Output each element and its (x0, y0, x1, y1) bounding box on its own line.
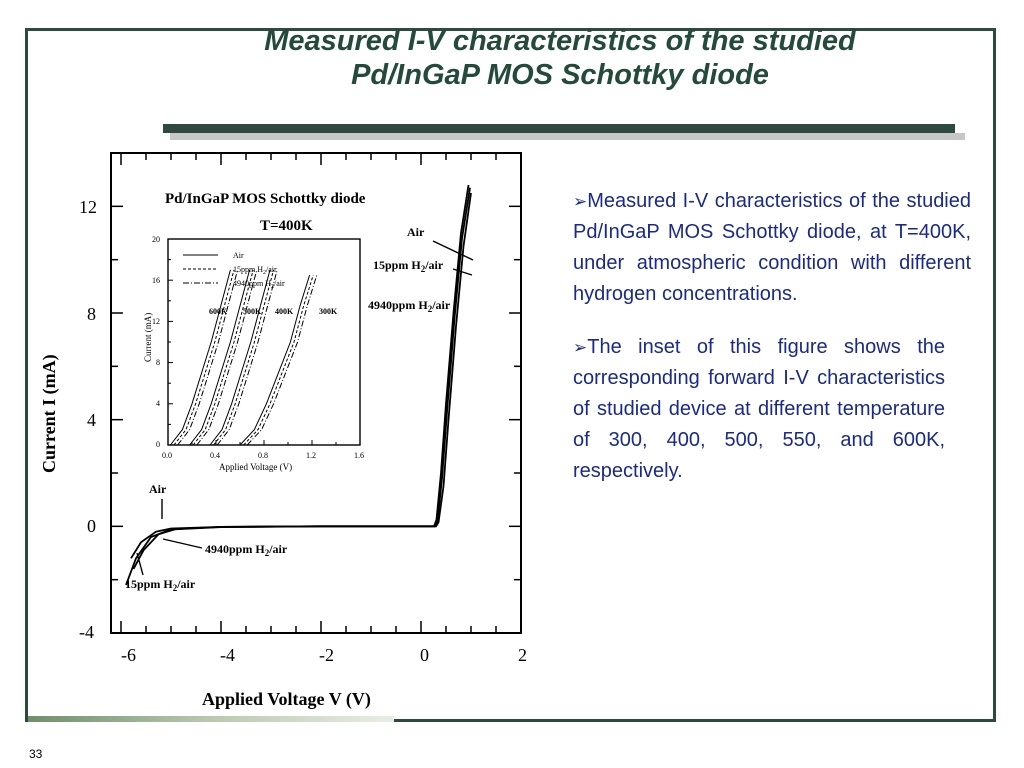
main-xlabel: Applied Voltage V (V) (202, 689, 371, 709)
arrow-bullet-icon: ➢ (573, 338, 588, 357)
inset-xlabel: Applied Voltage (V) (219, 462, 293, 472)
slide-number: 33 (29, 747, 43, 761)
slide-title-line1: Measured I-V characteristics of the studied (264, 25, 856, 57)
slide-title (160, 24, 960, 92)
xtick-label: -2 (319, 645, 334, 665)
inset-ytick-label: 4 (156, 399, 160, 408)
inset-ytick-label: 16 (152, 276, 160, 285)
main-chart-title: Pd/InGaP MOS Schottky diode (165, 191, 366, 207)
inset-ytick-label: 12 (152, 317, 160, 326)
bullet-item-2 (573, 332, 945, 487)
ytick-label: 4 (87, 410, 96, 430)
inset-xtick-label: 0.4 (210, 451, 220, 460)
inset-xtick-label: 1.6 (354, 451, 364, 460)
temp-label-300k: 300K (319, 307, 338, 316)
legend-label-4940ppm: 4940ppm $H_2$/air (233, 279, 285, 290)
title-divider-dark (163, 124, 955, 133)
bullet-item-1 (573, 186, 971, 310)
inset-xtick-label: 0.8 (258, 451, 268, 460)
inset-xtick-label: 0.0 (162, 451, 172, 460)
ytick-label: -4 (79, 622, 94, 642)
annotation-air: Air (407, 225, 425, 239)
ytick-label: 0 (87, 516, 96, 536)
temp-label-600k: 600K (209, 307, 228, 316)
bullet-text-2: The inset of this figure shows the corresponding forward I-V characteristics of studied device at different temperature of 300, 400, 500, 550, and 600K, respectively. (573, 336, 945, 482)
annotation-arrow (163, 539, 202, 548)
bottom-decor-strip (28, 716, 394, 722)
xtick-label: 0 (420, 645, 429, 665)
bullet-text-1: Measured I-V characteristics of the studied Pd/InGaP MOS Schottky diode, at T=400K, under atmospheric condition with different hydrogen concentrations. (573, 190, 971, 305)
inset-ytick-label: 8 (156, 358, 160, 367)
xtick-label: 2 (518, 645, 527, 665)
xtick-label: -6 (121, 645, 136, 665)
ytick-label: 8 (87, 304, 96, 324)
inset-xtick-label: 1.2 (306, 451, 316, 460)
inset-ytick-label: 20 (152, 235, 160, 244)
annotation-15ppm: 15ppm $H_2$/air (373, 258, 444, 274)
inset-ytick-label: 0 (156, 440, 160, 449)
annotation-arrow (453, 269, 472, 275)
inset-ylabel: Current (mA) (143, 312, 153, 362)
arrow-bullet-icon: ➢ (573, 192, 588, 211)
temp-label-500k: 500K (243, 307, 262, 316)
annotation-4940ppm-reverse: 4940ppm $H_2$/air (205, 542, 288, 558)
slide-title-line2: Pd/InGaP MOS Schottky diode (351, 59, 769, 91)
temp-label-400k: 400K (275, 307, 294, 316)
xtick-label: -4 (220, 645, 235, 665)
legend-label-15ppm: 15ppm $H_2$/air (233, 265, 277, 276)
ytick-label: 12 (79, 197, 97, 217)
annotation-air-reverse: Air (149, 482, 167, 496)
legend-label-air: Air (233, 251, 244, 260)
bullet-list (573, 186, 971, 487)
title-divider-light (170, 133, 965, 140)
annotation-15ppm-reverse: 15ppm $H_2$/air (125, 577, 196, 593)
annotation-4940ppm: 4940ppm $H_2$/air (368, 298, 451, 314)
iv-figure (35, 148, 540, 713)
main-chart-subtitle: T=400K (260, 218, 313, 234)
main-ylabel: Current I (mA) (39, 354, 59, 473)
